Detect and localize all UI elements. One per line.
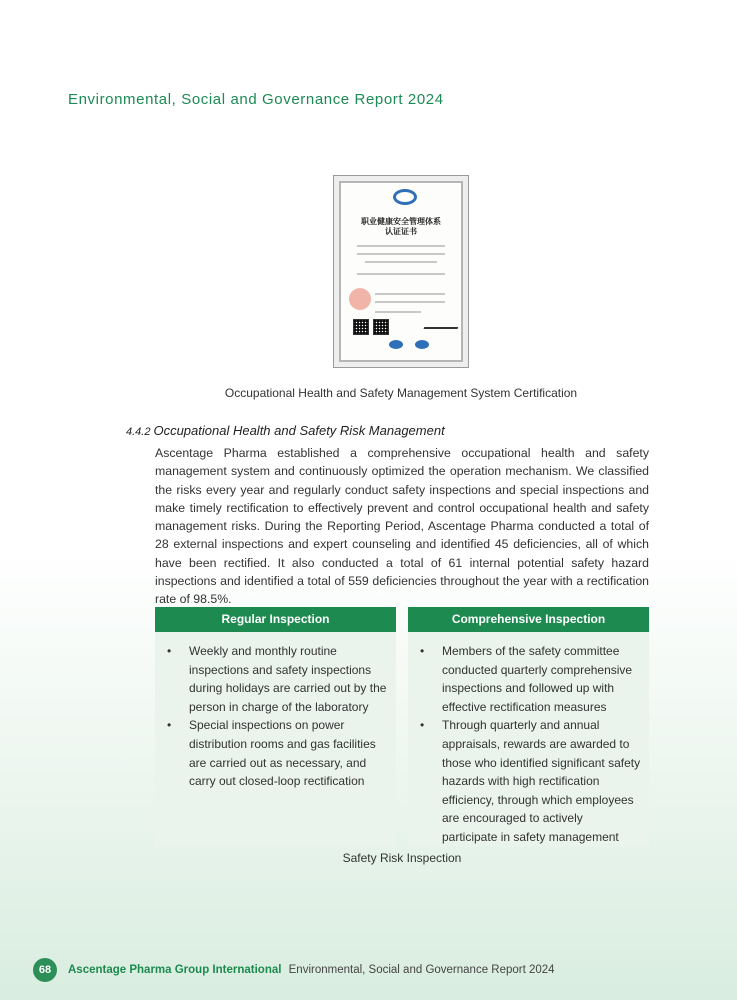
footer-report-title: Environmental, Social and Governance Report 2024 [288, 964, 555, 976]
regular-inspection-column [155, 607, 396, 847]
footer [68, 964, 555, 976]
bullet-icon: • [420, 644, 425, 658]
comprehensive-inspection-list [408, 632, 649, 847]
report-header-title: Environmental, Social and Governance Report 2024 [68, 91, 444, 108]
page-number: 68 [33, 958, 57, 982]
certificate-text-line [375, 311, 421, 313]
certificate-image [333, 175, 469, 368]
accreditation-badge-icon [415, 340, 429, 349]
accreditation-badge-icon [389, 340, 403, 349]
certificate-text-line [375, 293, 445, 295]
section-title: Occupational Health and Safety Risk Management [153, 423, 445, 438]
section-number: 4.4.2 [126, 426, 151, 438]
section-body-paragraph: Ascentage Pharma established a comprehensive occupational health and safety management system and continuously optimized the operation mechanism. We classified the risks every year and regularly conduct safety inspections and special inspections and make timely rectification to effectively prevent and control occupational health and safety management risks. During the Reporting Period, Ascentage Pharma conducted a total of 28 external inspections and expert counseling and identified 45 deficiencies, all of which have been rectified. It also conducted a total of 61 internal potential safety hazard inspections and identified a total of 559 deficiencies throughout the year with a rectification rate of 98.5%. [155, 446, 649, 607]
table-caption: Safety Risk Inspection [342, 851, 462, 865]
qr-code-icon [373, 319, 389, 335]
bullet-icon: • [167, 644, 172, 658]
qr-code-icon [353, 319, 369, 335]
list-item-text: Special inspections on power distribution rooms and gas facilities are carried out as necessary, and carry out closed-loop rectification [189, 718, 376, 789]
certificate-title [341, 217, 461, 237]
list-item [416, 716, 641, 846]
bullet-icon: • [167, 718, 172, 733]
certificate-text-line [365, 261, 437, 263]
list-item-text: Members of the safety committee conducted quarterly comprehensive inspections and followed up with effective rectification measures [442, 644, 633, 714]
list-item-text: Through quarterly and annual appraisals, rewards are awarded to those who identified significant safety hazards with high rectification efficiency, through which employees are encouraged to actively participate in safety management [442, 718, 641, 844]
certificate-text-line [375, 301, 445, 303]
certificate-text-line [357, 245, 445, 247]
certification-logo-icon [393, 189, 417, 205]
column-header: Regular Inspection [155, 607, 396, 632]
official-stamp-icon [349, 288, 371, 310]
certificate-title-line1: 职业健康安全管理体系 [361, 217, 441, 226]
certificate-inner [339, 181, 463, 362]
inspection-table [155, 607, 649, 847]
list-item-text: Weekly and monthly routine inspections and safety inspections during holidays are carried out by the person in charge of the laboratory [189, 644, 387, 714]
column-header: Comprehensive Inspection [408, 607, 649, 632]
list-item [163, 716, 388, 790]
comprehensive-inspection-column [408, 607, 649, 847]
list-item [416, 642, 641, 716]
certificate-text-line [357, 253, 445, 255]
certificate-caption: Occupational Health and Safety Management System Certification [224, 386, 578, 400]
section-heading [126, 423, 445, 438]
certificate-title-line2: 认证证书 [385, 227, 417, 236]
certificate-text-line [357, 273, 445, 275]
list-item [163, 642, 388, 716]
footer-company-name: Ascentage Pharma Group International [68, 964, 282, 976]
signature-icon [424, 321, 461, 329]
bullet-icon: • [420, 718, 425, 733]
regular-inspection-list [155, 632, 396, 791]
